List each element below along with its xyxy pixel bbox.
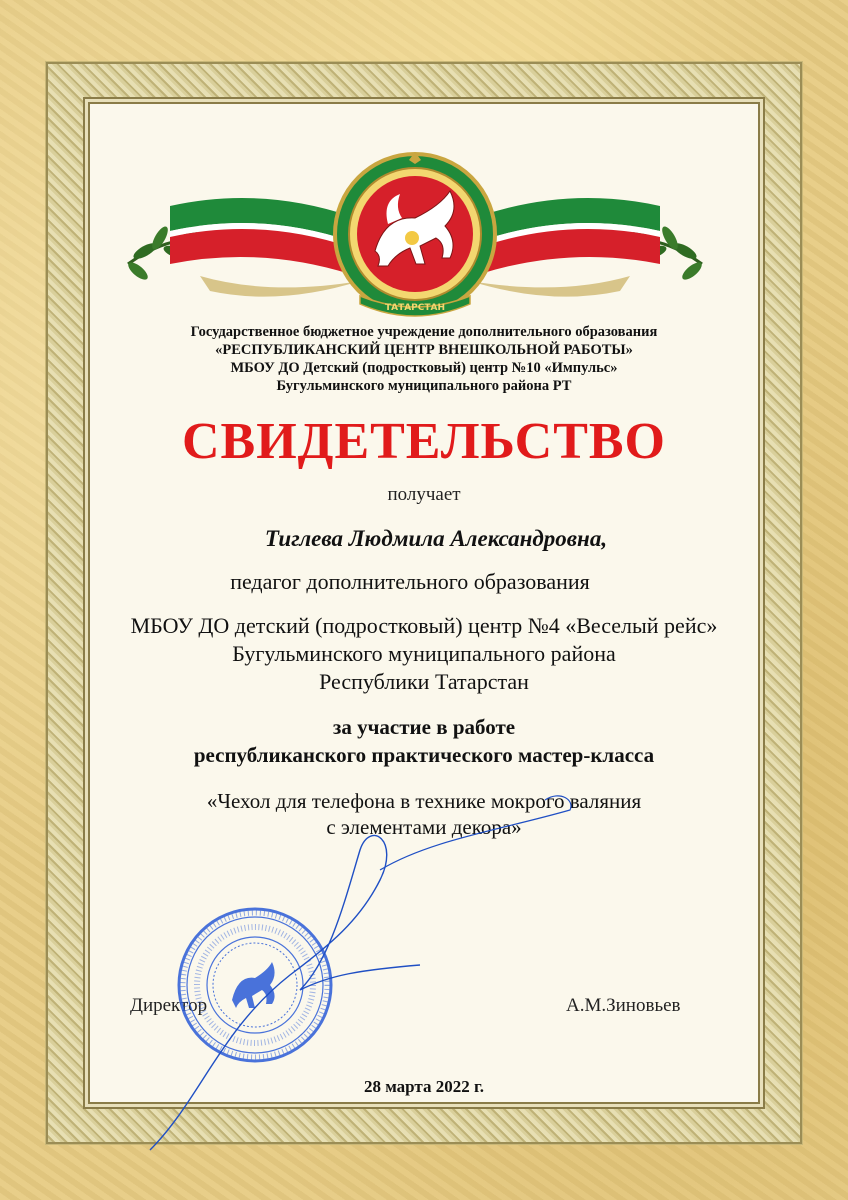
recipient-org-line-3: Республики Татарстан [319, 669, 529, 694]
org-line-2: «РЕСПУБЛИКАНСКИЙ ЦЕНТР ВНЕШКОЛЬНОЙ РАБОТЫ» [215, 342, 633, 358]
reason-line-1: за участие в работе [332, 715, 516, 739]
certificate-title: СВИДЕТЕЛЬСТВО [181, 413, 667, 470]
emblem-banner-text: ТАТАРСТАН [384, 303, 446, 313]
org-line-1: Государственное бюджетное учреждение дополнительного образования [190, 324, 658, 340]
recipient-org-line-1: МБОУ ДО детский (подростковый) центр №4 «Веселый рейс» [130, 613, 718, 638]
topic-line-2: с элементами декора» [326, 815, 522, 839]
official-stamp-icon [179, 909, 331, 1061]
org-line-3: МБОУ ДО Детский (подростковый) центр №10 «Импульс» [230, 360, 618, 376]
signature-role: Директор [130, 995, 208, 1016]
signature-name: А.М.Зиновьев [566, 995, 681, 1016]
receives-label: получает [387, 484, 461, 505]
recipient-position: педагог дополнительного образования [230, 569, 590, 594]
topic-line-1: «Чехол для телефона в технике мокрого валяния [206, 789, 642, 813]
issue-date: 28 марта 2022 г. [363, 1077, 485, 1096]
signature-scribble [150, 836, 420, 1150]
org-line-4: Бугульминского муниципального района РТ [276, 378, 572, 394]
recipient-name: Тиглева Людмила Александровна, [264, 526, 608, 551]
reason-line-2: республиканского практического мастер-класса [193, 743, 655, 767]
recipient-org-line-2: Бугульминского муниципального района [232, 641, 616, 666]
